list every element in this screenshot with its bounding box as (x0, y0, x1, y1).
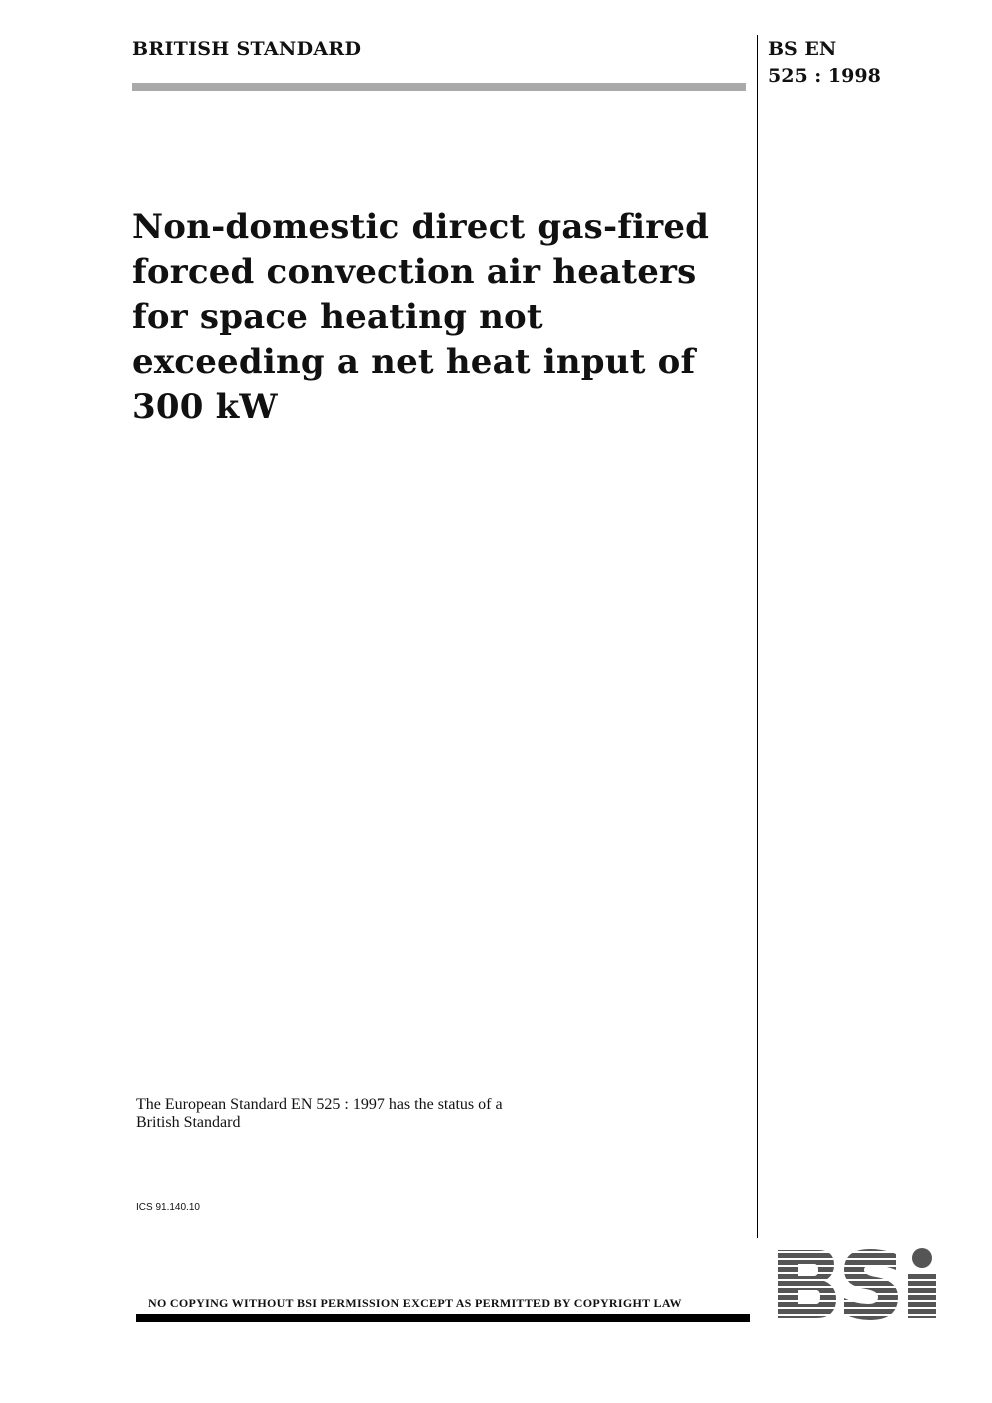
ics-code: ICS 91.140.10 (136, 1202, 200, 1213)
copyright-notice: NO COPYING WITHOUT BSI PERMISSION EXCEPT AS PERMITTED BY COPYRIGHT LAW (148, 1296, 682, 1310)
standard-number-line: BS EN (768, 38, 837, 60)
vertical-divider (757, 35, 758, 1238)
standard-number (768, 36, 881, 90)
status-note-line: The European Standard EN 525 : 1997 has the status of a (136, 1096, 503, 1113)
bsi-logo (774, 1246, 950, 1322)
standard-number-line: 525 : 1998 (768, 65, 881, 87)
status-note-line: British Standard (136, 1114, 241, 1131)
document-title (132, 205, 732, 430)
footer-divider (136, 1314, 750, 1322)
title-line: Non-domestic direct gas-fired (132, 207, 710, 247)
status-note (136, 1096, 503, 1132)
title-line: 300 kW (132, 387, 278, 427)
title-line: forced convection air heaters (132, 252, 697, 292)
header-divider (132, 83, 746, 91)
document-type-label: BRITISH STANDARD (132, 38, 362, 60)
title-line: exceeding a net heat input of (132, 342, 696, 382)
title-line: for space heating not (132, 297, 543, 337)
